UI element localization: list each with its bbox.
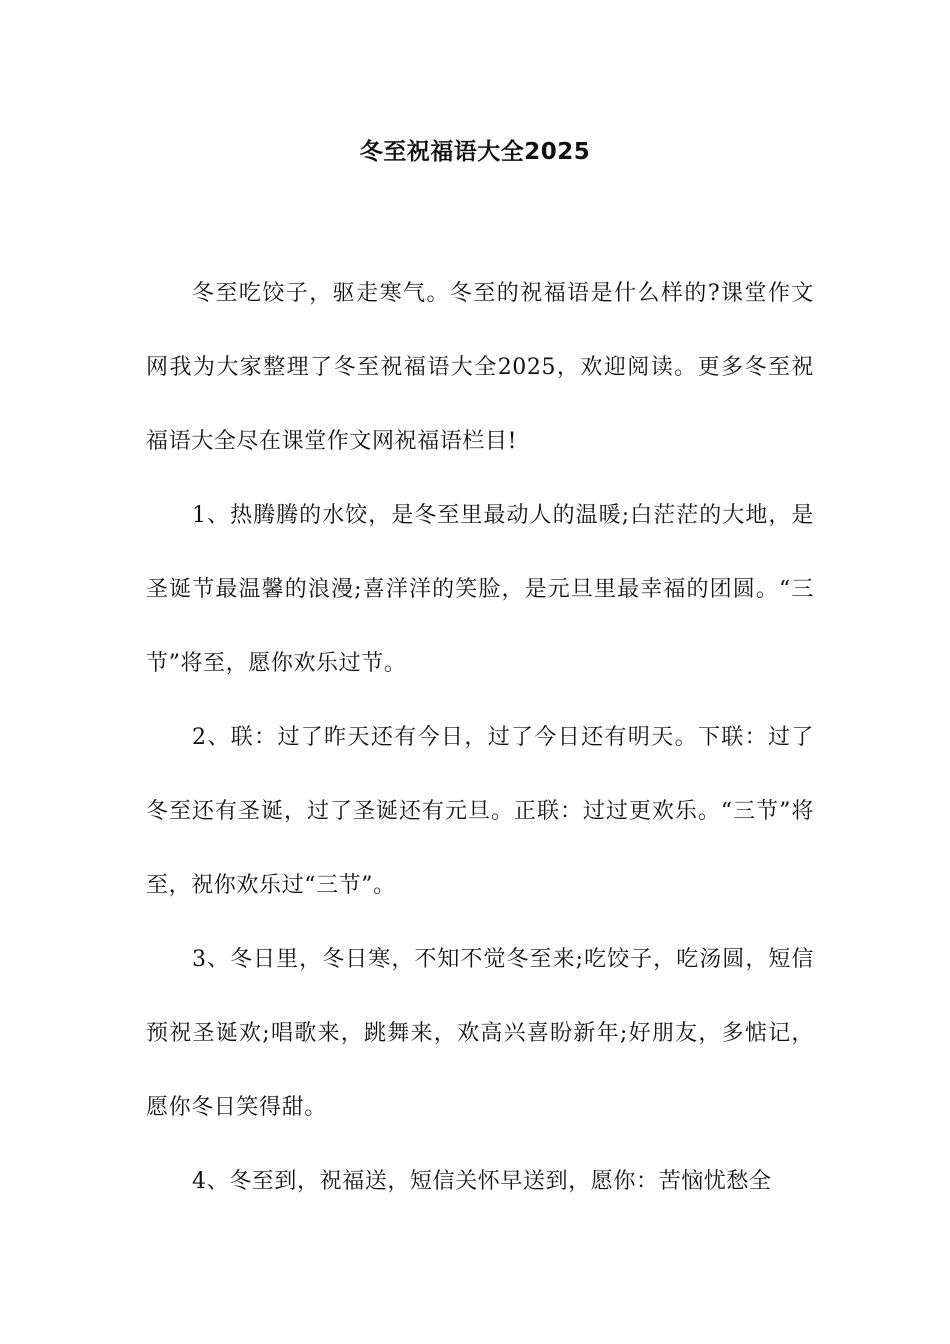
blessing-paragraph-1: 1、热腾腾的水饺，是冬至里最动人的温暖;白茫茫的大地，是圣诞节最温馨的浪漫;喜洋洋的笑脸，是元旦里最幸福的团圆。“三节”将至，愿你欢乐过节。 [146,503,814,676]
document-title: 冬至祝福语大全2025 [359,139,591,165]
intro-paragraph: 冬至吃饺子，驱走寒气。冬至的祝福语是什么样的?课堂作文网我为大家整理了冬至祝福语大全2025，欢迎阅读。更多冬至祝福语大全尽在课堂作文网祝福语栏目! [146,281,814,454]
blessing-paragraph-4: 4、冬至到，祝福送，短信关怀早送到，愿你：苦恼忧愁全 [192,1169,772,1194]
blessing-paragraph-2: 2、联：过了昨天还有今日，过了今日还有明天。下联：过了冬至还有圣诞，过了圣诞还有元旦。正联：过过更欢乐。“三节”将至，祝你欢乐过“三节”。 [146,725,814,898]
blessing-paragraph-3: 3、冬日里，冬日寒，不知不觉冬至来;吃饺子，吃汤圆，短信预祝圣诞欢;唱歌来，跳舞来，欢高兴喜盼新年;好朋友，多惦记，愿你冬日笑得甜。 [146,947,814,1120]
document-body [146,257,814,1219]
